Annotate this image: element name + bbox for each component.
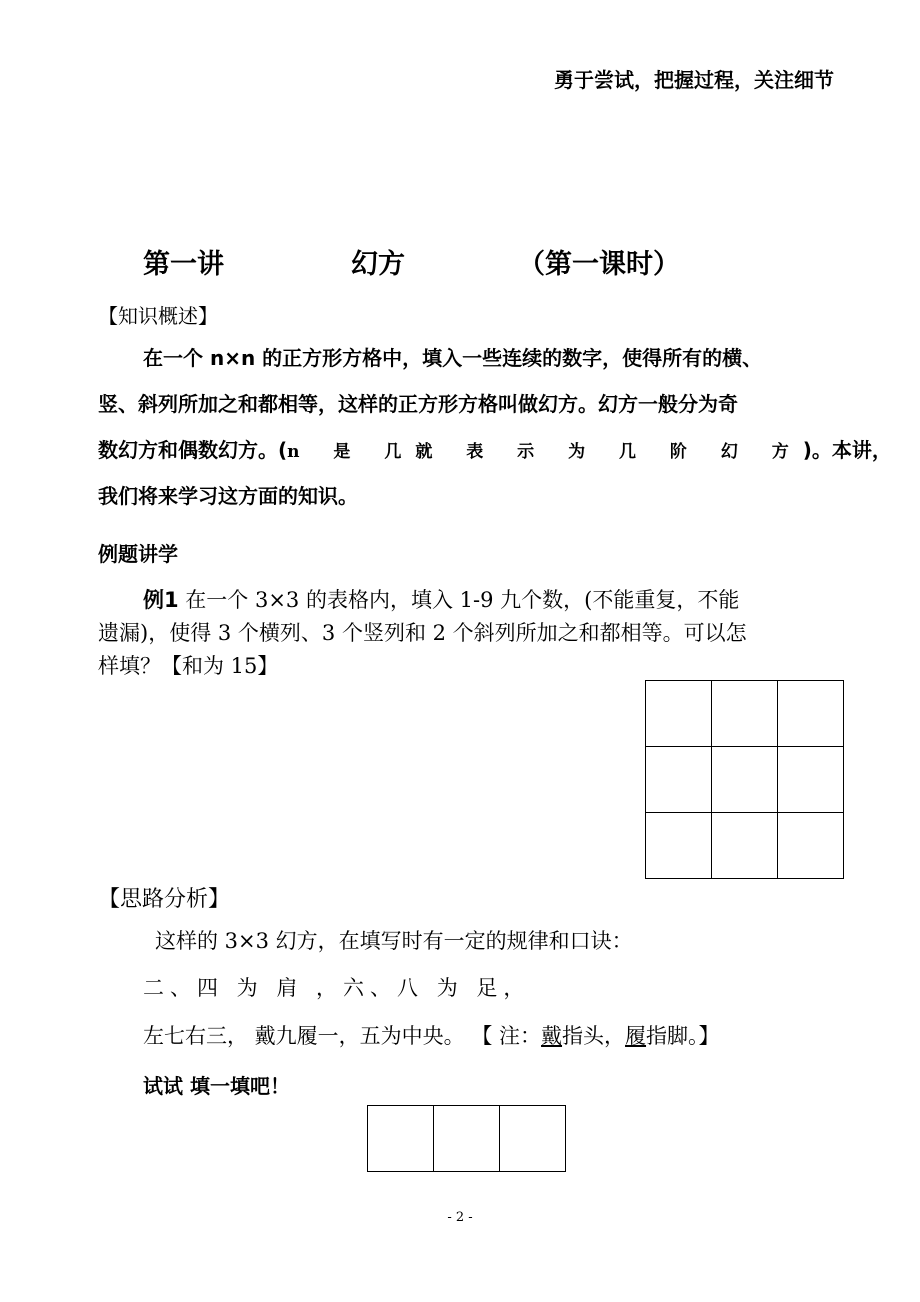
mnemonic-text: 左七右三， 戴九履一，五为中央。 【 注： <box>143 1024 542 1048</box>
analysis-mnemonic-2 <box>143 1020 720 1050</box>
magic-square-grid <box>645 680 844 879</box>
section-heading-analysis: 【思路分析】 <box>98 887 231 912</box>
practice-prompt: 试试 填一填吧！ <box>143 1074 290 1098</box>
overview-line-4: 我们将来学习这方面的知识。 <box>98 484 358 508</box>
grid-row <box>646 681 844 747</box>
grid-row <box>368 1106 566 1172</box>
page-number: - 2 - <box>447 1210 473 1225</box>
grid-cell <box>368 1106 434 1172</box>
note-text-2: 指脚。】 <box>646 1024 720 1048</box>
example-line-1-text: 在一个 3×3 的表格内，填入 1-9 九个数，(不能重复，不能 <box>178 588 740 612</box>
overview-line-3-end: )。本讲， <box>802 438 892 462</box>
grid-cell <box>712 681 778 747</box>
grid-cell <box>646 681 712 747</box>
grid-cell <box>646 813 712 879</box>
lesson-number: 第一讲 <box>143 249 224 280</box>
overview-line-3 <box>98 427 892 475</box>
grid-row <box>646 747 844 813</box>
grid-cell <box>712 813 778 879</box>
overview-line-1: 在一个 n×n 的正方形方格中，填入一些连续的数字，使得所有的横、 <box>143 346 763 370</box>
grid-cell <box>712 747 778 813</box>
grid-cell <box>778 681 844 747</box>
example-line-2: 遗漏)，使得 3 个横列、3 个竖列和 2 个斜列所加之和都相等。可以怎 <box>98 621 747 645</box>
overview-note: n 是 几就 表 示 为 几 阶 幻 方 <box>287 442 803 462</box>
overview-line-3-start: 数幻方和偶数幻方。( <box>98 438 288 462</box>
section-heading-examples: 例题讲学 <box>98 542 178 566</box>
grid-cell <box>778 813 844 879</box>
header-motto: 勇于尝试，把握过程，关注细节 <box>554 68 834 92</box>
grid-cell <box>646 747 712 813</box>
note-word-lv: 履 <box>625 1024 647 1048</box>
analysis-mnemonic-1: 二、四 为 肩 ，六、八 为 足， <box>143 976 531 1000</box>
note-word-dai: 戴 <box>541 1024 563 1048</box>
overview-line-2: 竖、斜列所加之和都相等，这样的正方形方格叫做幻方。幻方一般分为奇 <box>98 392 738 416</box>
analysis-line-1: 这样的 3×3 幻方，在填写时有一定的规律和口诀： <box>155 929 633 953</box>
practice-grid <box>367 1105 566 1172</box>
example-label: 例1 <box>143 588 179 612</box>
grid-row <box>646 813 844 879</box>
example-line-1 <box>143 584 739 614</box>
lesson-topic: 幻方 <box>351 249 405 280</box>
note-text-1: 指头， <box>562 1024 626 1048</box>
grid-cell <box>500 1106 566 1172</box>
lesson-period: （第一课时） <box>518 249 680 280</box>
grid-cell <box>434 1106 500 1172</box>
section-heading-overview: 【知识概述】 <box>98 304 218 328</box>
example-line-3: 样填？【和为 15】 <box>98 654 279 678</box>
grid-cell <box>778 747 844 813</box>
